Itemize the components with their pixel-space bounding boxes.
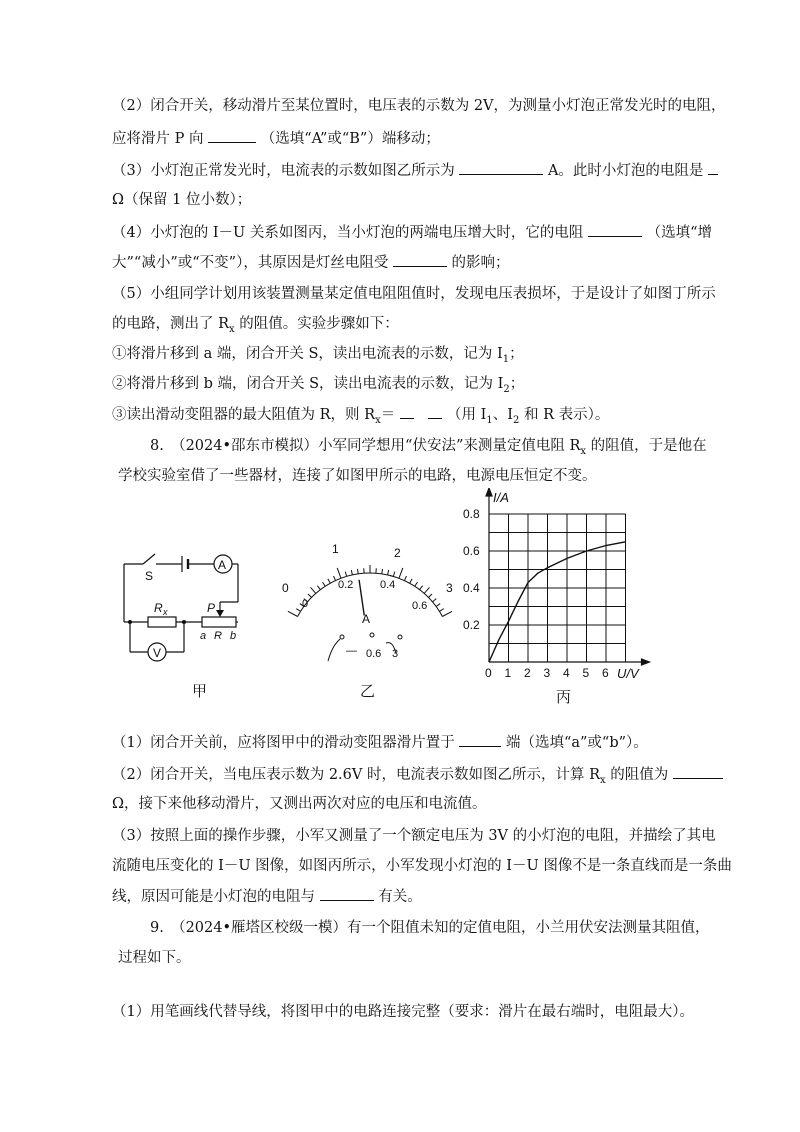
q7-part3-line1 [112,160,718,181]
dial-tick [393,572,394,577]
dial-tick [388,570,389,575]
q7-part2-line2 [112,128,440,149]
rx-subscript: x [163,607,168,617]
text: 的阻值为 [605,767,669,783]
text: 有关。 [378,889,422,905]
x-tick-label: 2 [524,666,531,680]
answer-blank [208,128,256,143]
text: （选填“A”或“B”）端移动； [260,131,440,147]
q7-part5-line1: （5）小组同学计划用该装置测量某定值电阻阻值时，发现电压表损坏，于是设计了如图丁所示 [112,286,716,302]
subscript: 1 [502,353,510,365]
q7-part5-line2 [112,314,399,340]
dial-tick [308,594,312,598]
answer-blank [459,732,501,747]
dial-tick [428,594,432,598]
voltmeter-label: V [153,646,162,660]
subscript: x [600,774,606,786]
dial-top-2: 2 [394,546,401,560]
terminal-3: 3 [392,648,399,660]
q8-part3-line1: （3）按照上面的操作步骤，小军又测量了一个额定电压为 3V 的小灯泡的电阻，并描绘了其电 [112,828,716,844]
dial-tick [424,587,429,593]
text: 的影响； [451,255,510,271]
rheostat-r-label: R [214,630,222,642]
dial-bottom-0.2: 0.2 [338,579,354,591]
y-tick-label: 0.4 [463,581,480,595]
answer-blank [673,764,723,779]
text: ②将滑片移到 b 端，闭合开关 S，读出电流表的示数，记为 I [112,376,504,392]
rx-label: R [154,601,163,615]
dial-tick [311,587,316,593]
figure-caption-bing: 丙 [556,688,572,706]
answer-blank [393,252,447,267]
dial-tick [410,579,412,583]
text: A。此时小灯泡的电阻是 [547,163,704,179]
text: 大”“减小”或“不变”），其原因是灯丝电阻受 [112,255,389,271]
dial-tick [432,599,436,602]
text: （选填“增 [646,225,713,241]
answer-blank [400,404,414,419]
x-tick-label: 5 [582,666,590,680]
subscript: 1 [486,414,493,426]
text: 应将滑片 P 向 [112,131,204,147]
x-tick-label: 0 [485,666,492,680]
answer-blank [428,404,442,419]
iu-graph-bing [455,488,655,683]
subscript: x [580,445,587,457]
subscript: x [229,323,235,335]
q7-part4-line1 [112,222,712,243]
q8-part3-line3 [112,886,422,907]
y-tick-label: 0.8 [463,507,480,521]
dial-top-0: 0 [282,581,289,595]
dial-bottom-0.4: 0.4 [380,579,396,591]
answer-blank [708,160,718,175]
terminal-0.6: 0.6 [366,648,382,660]
text: 8. （2024•邵东市模拟）小军同学想用“伏安法”来测量定值电阻 R [150,438,581,454]
dial-tick [382,569,383,574]
dial-tick [337,568,341,578]
ammeter-label: A [218,558,227,572]
q8-heading-line2: 学校实验室借了一些器材，连接了如图甲所示的电路，电源电压恒定不变。 [118,468,597,484]
subscript: 2 [503,383,510,395]
text: （1）闭合开关前，应将图甲中的滑动变阻器滑片置于 [112,735,455,751]
y-tick-label: 0.2 [463,618,480,632]
q7-step2 [112,374,524,400]
dial-bottom-0.6: 0.6 [412,600,428,612]
q8-heading-line1 [150,436,707,462]
y-tick-label: 0.6 [463,544,480,558]
dial-needle [359,580,364,616]
ammeter-dial-yi [270,535,470,665]
dial-top-1: 1 [332,542,339,556]
figure-caption-jia: 甲 [192,682,208,700]
dial-tick [345,572,346,577]
dial-tick [328,579,330,583]
dial-tick [317,586,320,590]
answer-blank [320,886,374,901]
text: （4）小灯泡的 I－U 关系如图丙，当小灯泡的两端电压增大时，它的电阻 [112,225,584,241]
text: 和 R 表示）。 [519,407,610,423]
dial-top-3: 3 [446,581,453,595]
dial-tick [439,609,443,612]
dial-tick [323,582,326,586]
dial-tick [296,609,300,612]
q7-part3-line2: Ω（保留 1 位小数）； [112,192,252,208]
q8-part1 [112,732,648,753]
text: （2）闭合开关，当电压表示数为 2.6V 时，电流表示数如图乙所示，计算 R [112,767,600,783]
q8-part2-line1 [112,764,723,791]
dial-unit: A [362,612,371,626]
text: 的电路，测出了 R [112,316,230,332]
dial-tick [436,604,440,607]
dial-tick [351,570,352,575]
q9-heading-line1: 9. （2024•雁塔区校级一模）有一个阻值未知的定值电阻，小兰用伏安法测量其阻值， [150,920,710,936]
switch-label: S [145,569,154,583]
x-axis-label: U/V [617,666,639,681]
q7-step1 [112,344,524,370]
text: （3）小灯泡正常发光时，电流表的示数如图乙所示为 [112,163,455,179]
x-tick-label: 4 [563,666,570,680]
dial-tick [404,576,406,581]
text: 线，原因可能是小灯泡的电阻与 [112,889,315,905]
q8-part2-line2: Ω，接下来他移动滑片，又测出两次对应的电压和电流值。 [112,796,487,812]
text: 的阻值，于是他在 [586,438,707,454]
q7-part2-line1: （2）闭合开关，移动滑片至某位置时，电压表的示数为 2V，为测量小灯泡正常发光时的电阻， [112,98,726,114]
answer-blank [459,160,543,175]
subscript: x [375,414,381,426]
dial-bottom-0: 0 [302,598,309,610]
text: ①将滑片移到 a 端，闭合开关 S，读出电流表的示数，记为 I [112,346,503,362]
q9-part1: （1）用笔画线代替导线，将图甲中的电路连接完整（要求：滑片在最右端时，电阻最大）。 [112,1004,694,1020]
dial-tick [357,569,358,574]
x-axis-arrow [642,659,650,665]
text: ＝ [380,407,396,423]
terminal-negative: — [346,645,357,657]
text: ； [509,346,524,362]
subscript: 2 [512,414,520,426]
answer-blank [588,222,642,237]
dial-tick [442,611,452,616]
x-tick-label: 3 [543,666,551,680]
circuit-diagram-jia [110,540,250,670]
q8-part3-line2: 流随电压变化的 I－U 图像，如图丙所示，小军发现小灯泡的 I－U 图像不是一条直线而是一条曲 [112,858,732,874]
slider-p-label: P [207,601,216,615]
text: ③读出滑动变阻器的最大阻值为 R，则 R [112,407,376,423]
x-tick-label: 1 [504,666,512,680]
q9-heading-line2: 过程如下。 [118,950,191,966]
text: （用 I [447,407,487,423]
dial-tick [399,568,403,578]
text: 、I [492,407,513,423]
text: ； [509,376,525,392]
q7-step3 [112,404,609,431]
dial-tick [334,576,336,581]
terminal-a-label: a [200,630,207,642]
text: 的阻值。实验步骤如下： [234,316,399,332]
figure-caption-yi: 乙 [360,682,376,700]
dial-tick [415,582,418,586]
text: 端（选填“a”或“b”）。 [505,735,648,751]
terminal-b-label: b [230,630,237,642]
dial-tick [288,611,298,616]
q7-part4-line2 [112,252,510,273]
x-tick-label: 6 [602,666,609,680]
y-axis-arrow [486,488,492,496]
dial-tick [420,586,423,590]
y-axis-label: I/A [493,490,509,505]
